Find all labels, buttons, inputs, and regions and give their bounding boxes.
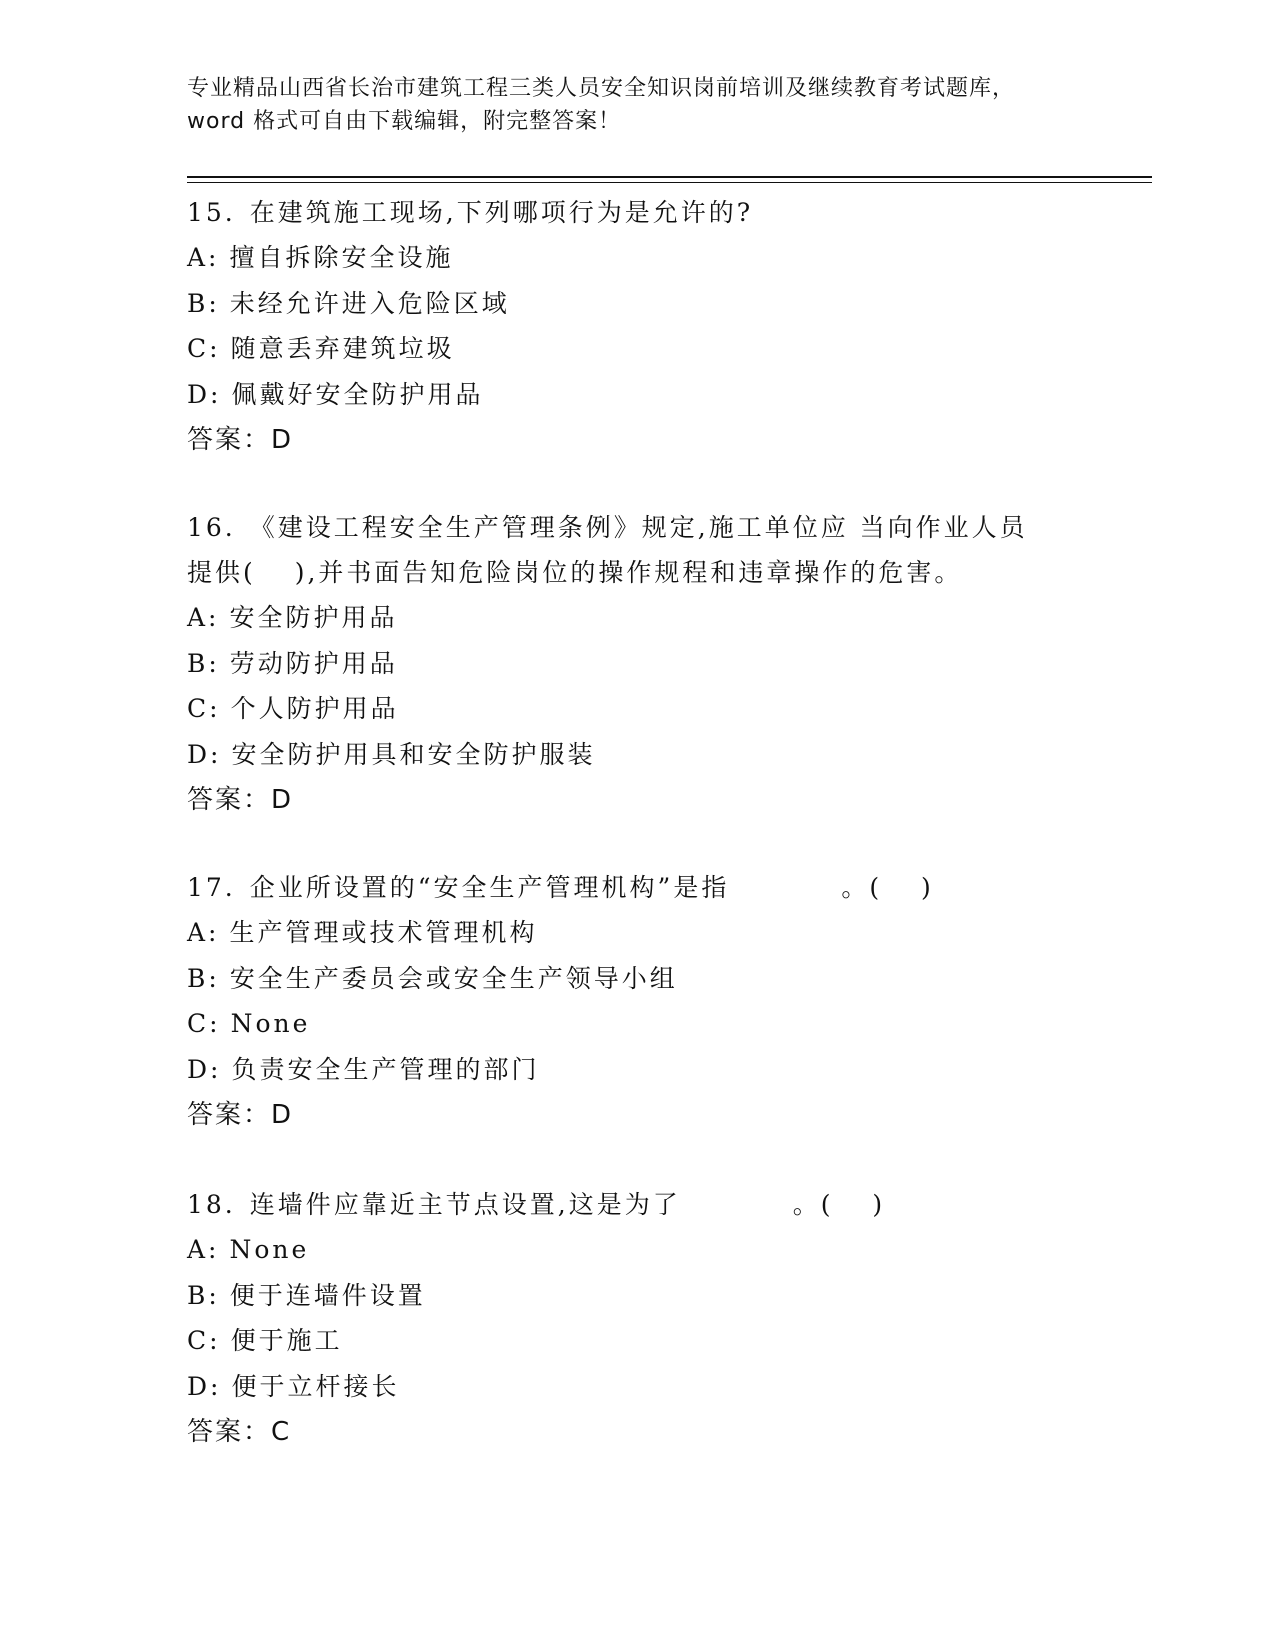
option-text: 安全防护用具和安全防护服装 xyxy=(231,739,596,769)
header-line-2: word 格式可自由下载编辑，附完整答案！ xyxy=(187,109,622,134)
option-letter: B: xyxy=(187,1280,220,1310)
question-17 xyxy=(187,865,1087,1138)
option-letter: D: xyxy=(187,1371,222,1401)
option-text: 便于立杆接长 xyxy=(231,1371,400,1401)
option-letter: D: xyxy=(187,1054,222,1084)
option-d xyxy=(187,1364,1087,1410)
option-letter: C: xyxy=(187,1326,221,1355)
question-text: 企业所设置的“安全生产管理机构”是指 。( ) xyxy=(249,873,934,902)
option-text: 便于连墙件设置 xyxy=(229,1280,426,1310)
option-text: 佩戴好安全防护用品 xyxy=(231,379,484,409)
option-letter: C: xyxy=(187,334,221,363)
option-c xyxy=(187,1318,1087,1364)
option-letter: D: xyxy=(187,379,222,409)
option-a xyxy=(187,910,1087,956)
question-stem xyxy=(187,505,1087,550)
question-stem xyxy=(187,865,1087,910)
option-text: 随意丢弃建筑垃圾 xyxy=(230,334,455,363)
question-number: 16. xyxy=(187,513,236,542)
question-number: 15. xyxy=(187,198,236,227)
option-text: 负责安全生产管理的部门 xyxy=(231,1054,540,1084)
option-text: 擅自拆除安全设施 xyxy=(229,243,454,272)
option-a xyxy=(187,1227,1087,1273)
header-divider-thin xyxy=(187,182,1152,183)
option-text: 个人防护用品 xyxy=(230,694,399,723)
header-line-1: 专业精品山西省长治市建筑工程三类人员安全知识岗前培训及继续教育考试题库， xyxy=(187,76,1016,101)
option-text: 未经允许进入危险区域 xyxy=(229,288,510,318)
option-text: None xyxy=(229,1235,310,1264)
option-letter: B: xyxy=(187,963,220,993)
option-letter: A: xyxy=(187,918,220,947)
option-letter: C: xyxy=(187,694,221,723)
option-c xyxy=(187,1001,1087,1047)
option-b xyxy=(187,956,1087,1002)
option-b xyxy=(187,641,1087,687)
answer-label: 答案：D xyxy=(187,785,294,815)
option-a xyxy=(187,595,1087,641)
question-number: 18. xyxy=(187,1190,236,1219)
question-stem xyxy=(187,190,1087,235)
option-c xyxy=(187,326,1087,372)
option-d xyxy=(187,732,1087,778)
question-16 xyxy=(187,505,1087,823)
option-text: None xyxy=(230,1009,311,1038)
option-letter: D: xyxy=(187,739,222,769)
option-d xyxy=(187,1047,1087,1093)
option-b xyxy=(187,281,1087,327)
question-number: 17. xyxy=(187,873,236,902)
question-stem xyxy=(187,1182,1087,1227)
option-letter: B: xyxy=(187,648,220,678)
answer-label: 答案：D xyxy=(187,425,294,455)
answer-label: 答案：C xyxy=(187,1417,292,1447)
option-text: 安全生产委员会或安全生产领导小组 xyxy=(229,963,678,993)
question-text: 连墙件应靠近主节点设置,这是为了 。( ) xyxy=(249,1190,886,1219)
question-text: 《建设工程安全生产管理条例》规定,施工单位应 当向作业人员 xyxy=(249,513,1028,542)
option-letter: A: xyxy=(187,243,220,272)
option-text: 便于施工 xyxy=(230,1326,343,1355)
option-text: 劳动防护用品 xyxy=(229,648,398,678)
header-divider-thick xyxy=(187,176,1152,178)
question-text: 在建筑施工现场,下列哪项行为是允许的? xyxy=(249,198,754,227)
option-c xyxy=(187,686,1087,732)
option-b xyxy=(187,1273,1087,1319)
question-18 xyxy=(187,1182,1087,1455)
option-a xyxy=(187,235,1087,281)
option-text: 生产管理或技术管理机构 xyxy=(229,918,538,947)
document-header xyxy=(187,72,1087,138)
option-d xyxy=(187,372,1087,418)
option-letter: A: xyxy=(187,603,220,632)
question-stem-continued: 提供( ),并书面告知危险岗位的操作规程和违章操作的危害。 xyxy=(187,558,963,587)
question-15 xyxy=(187,190,1087,463)
option-letter: A: xyxy=(187,1235,220,1264)
option-letter: C: xyxy=(187,1009,221,1038)
option-text: 安全防护用品 xyxy=(229,603,398,632)
answer-label: 答案：D xyxy=(187,1100,294,1130)
option-letter: B: xyxy=(187,288,220,318)
